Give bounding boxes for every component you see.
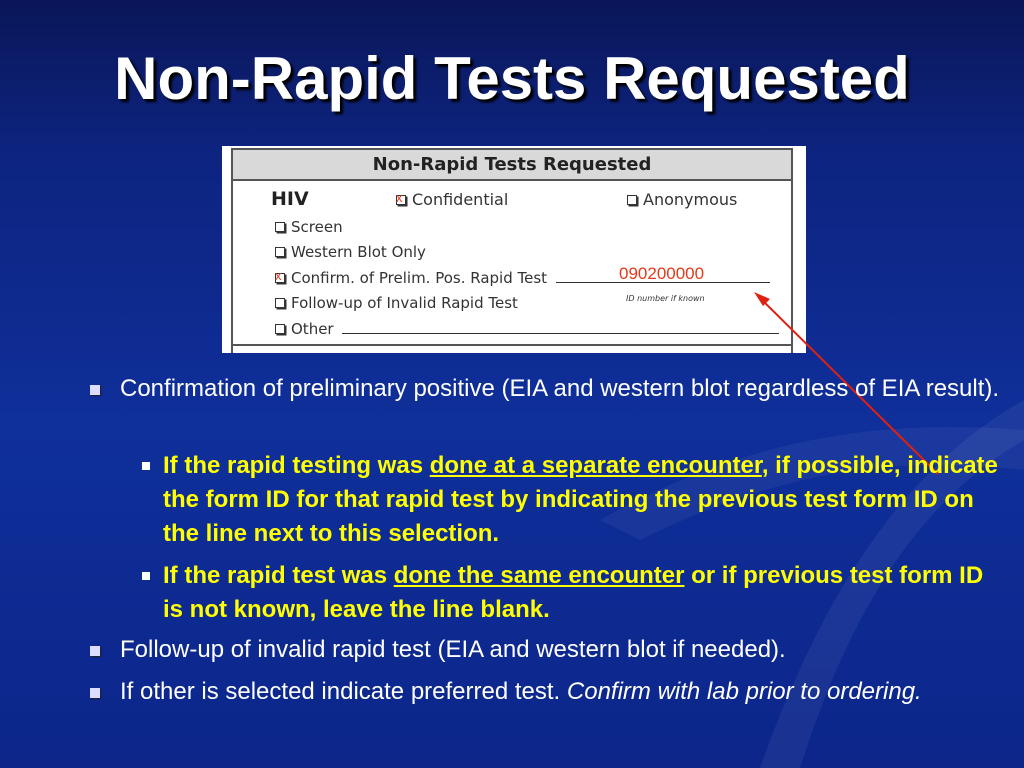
form-hiv-label: HIV (271, 188, 309, 210)
form-anonymous-option: Anonymous (627, 190, 737, 209)
sub-bullet-square-icon (142, 462, 150, 470)
bullet-square-icon (90, 385, 100, 395)
bullet-square-icon (90, 688, 100, 698)
bullet-follow-up: Follow-up of invalid rapid test (EIA and western blot if needed). (120, 636, 786, 663)
bullet-square-icon (90, 646, 100, 656)
slide-title: Non-Rapid Tests Requested (114, 45, 910, 112)
checkbox-checked-icon: x (275, 273, 285, 283)
form-confidential-option: x Confidential (396, 190, 509, 209)
sub-bullet-same-encounter: If the rapid test was done the same encounter or if previous test form ID is not known, leave the line blank. (163, 562, 984, 623)
form-header: Non-Rapid Tests Requested (233, 150, 791, 181)
form-option-follow-up: Follow-up of Invalid Rapid Test (275, 294, 518, 312)
bullet-confirmation: Confirmation of preliminary positive (EIA and western blot regardless of EIA result). (120, 375, 1000, 402)
bullet-other: If other is selected indicate preferred test. Confirm with lab prior to ordering. (120, 678, 922, 705)
form-id-caption: ID number if known (626, 294, 705, 303)
form-id-number: 090200000 (619, 264, 705, 283)
sub-bullet-separate-encounter: If the rapid testing was done at a separate encounter, if possible, indicate the form ID for that rapid test by indicating the previous test form ID on the line next to this selection. (163, 452, 998, 547)
sub-bullet-square-icon (142, 572, 150, 580)
form-option-screen: Screen (275, 218, 343, 236)
form-option-confirm-prelim: x Confirm. of Prelim. Pos. Rapid Test (275, 269, 770, 287)
checkbox-checked-icon: x (396, 195, 406, 205)
form-option-other: Other (275, 320, 779, 338)
form-option-western-blot: Western Blot Only (275, 243, 426, 261)
